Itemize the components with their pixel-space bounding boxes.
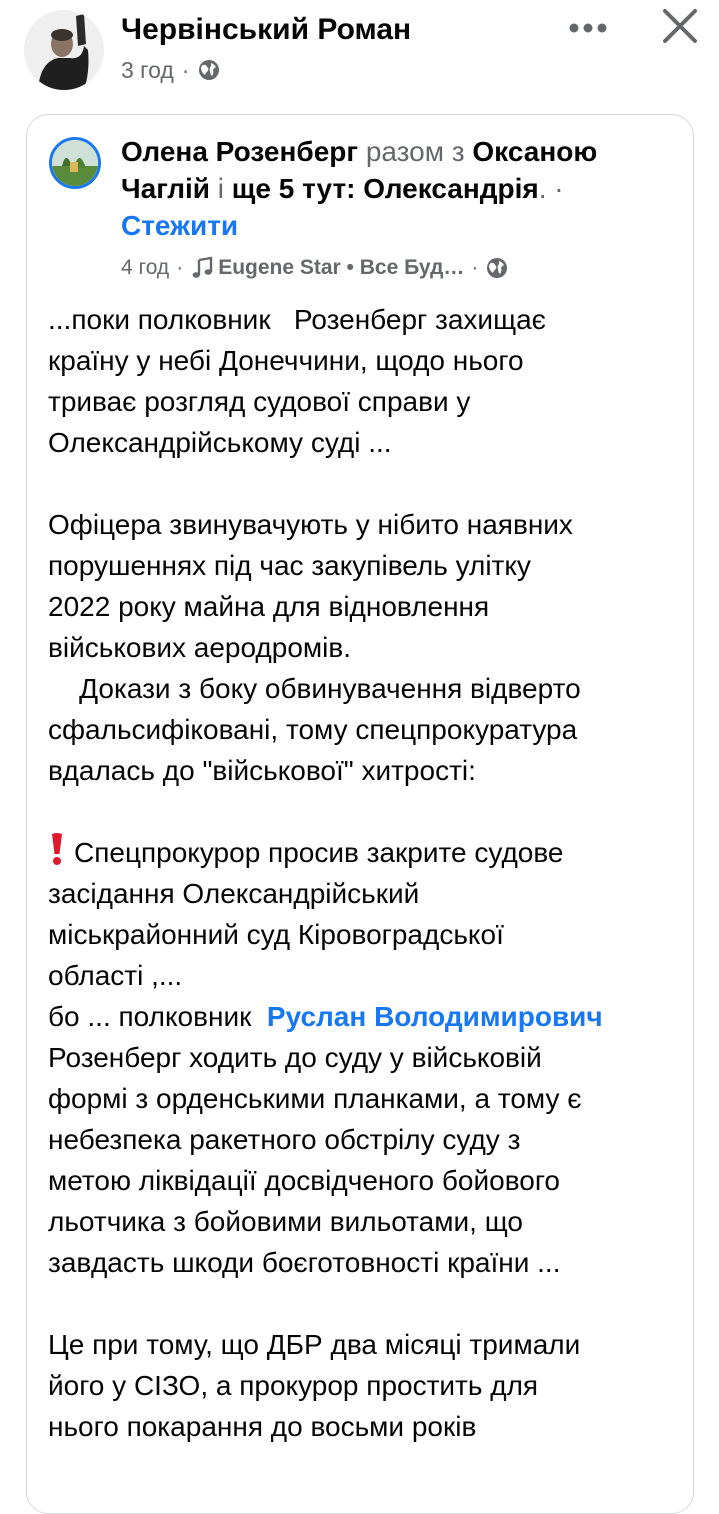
- text-line: льотчика з бойовими вильотами, що: [48, 1206, 524, 1237]
- post-body: [48, 299, 688, 1447]
- text-line: формі з орденськими планками, а тому є: [48, 1083, 582, 1114]
- text-line: 2022 року майна для відновлення: [48, 591, 490, 622]
- text-line: області ,...: [48, 960, 183, 991]
- text-line: Офіцера звинувачують у нібито наявних: [48, 509, 573, 540]
- song-link[interactable]: Eugene Star • Все Буд…: [218, 256, 465, 279]
- text-line: нього покарання до восьми років: [48, 1411, 477, 1442]
- text-line-with-mention: [48, 996, 688, 1037]
- globe-icon: [485, 256, 509, 280]
- post-meta: [121, 56, 221, 84]
- location-link[interactable]: Олександрія: [363, 173, 539, 204]
- text-line: порушеннях під час закупівель улітку: [48, 550, 531, 581]
- shared-post-title: [121, 133, 681, 244]
- meta-separator: ·: [471, 256, 479, 279]
- text-line: метою ліквідації досвідченого бойового: [48, 1165, 560, 1196]
- globe-icon: [197, 58, 221, 82]
- paragraph-gap: [48, 1283, 688, 1324]
- text-line: міськрайонний суд Кіровоградської: [48, 919, 504, 950]
- text-line: Розенберг ходить до суду у військовій: [48, 1042, 542, 1073]
- text-line: його у СІЗО, а прокурор простить для: [48, 1370, 539, 1401]
- music-note-icon: [190, 256, 214, 280]
- text-line: вдалась до "військової" хитрості:: [48, 755, 476, 786]
- shared-post-time[interactable]: 4 год: [121, 256, 170, 279]
- others-link[interactable]: ще 5: [231, 173, 295, 204]
- text-line: Це при тому, що ДБР два місяці тримали: [48, 1329, 581, 1360]
- text-line: Олександрійському суді ...: [48, 427, 392, 458]
- text-line: військових аеродромів.: [48, 632, 352, 663]
- meta-separator: ·: [181, 56, 190, 83]
- shared-author-avatar[interactable]: [49, 137, 101, 189]
- author-name[interactable]: Червінський Роман: [121, 13, 412, 46]
- with-word: разом з: [365, 136, 465, 167]
- text-line: небезпека ракетного обстрілу суду з: [48, 1124, 521, 1155]
- shared-post-meta: [121, 253, 509, 283]
- text-line-with-icon: [48, 832, 688, 873]
- red-exclamation-icon: [48, 832, 66, 866]
- paragraph-gap: [48, 463, 688, 504]
- text-line: завдасть шкоди боєготовності країни ...: [48, 1247, 561, 1278]
- post-time[interactable]: 3 год: [121, 56, 174, 83]
- text-line: Спецпрокурор просив закрите судове: [74, 837, 564, 868]
- at-word: тут:: [302, 173, 356, 204]
- title-period: .: [538, 173, 547, 204]
- author-avatar[interactable]: [24, 10, 104, 90]
- paragraph-gap: [48, 791, 688, 832]
- text-line: сфальсифіковані, тому спецпрокуратура: [48, 714, 578, 745]
- text-line: Докази з боку обвинувачення відверто: [48, 673, 581, 704]
- text-line: країну у небі Донеччини, щодо нього: [48, 345, 524, 376]
- mention-link[interactable]: Руслан Володимирович: [266, 1001, 603, 1032]
- text-line: засідання Олександрійський: [48, 878, 420, 909]
- close-icon[interactable]: [658, 6, 702, 46]
- text-segment: бо ... полковник: [48, 1001, 267, 1032]
- and-word: і: [217, 173, 225, 204]
- follow-button[interactable]: Стежити: [121, 210, 239, 241]
- shared-author-name[interactable]: Олена Розенберг: [121, 136, 359, 167]
- meta-separator: ·: [176, 256, 184, 279]
- post-header: [0, 0, 719, 100]
- more-icon[interactable]: [566, 10, 610, 46]
- text-line: триває розгляд судової справи у: [48, 386, 471, 417]
- tagged-user[interactable]: Оксаною Чаглій: [121, 136, 598, 204]
- shared-post-card[interactable]: [26, 114, 694, 1514]
- title-separator: ·: [554, 173, 564, 204]
- text-line: ...поки полковник Розенберг захищає: [48, 304, 546, 335]
